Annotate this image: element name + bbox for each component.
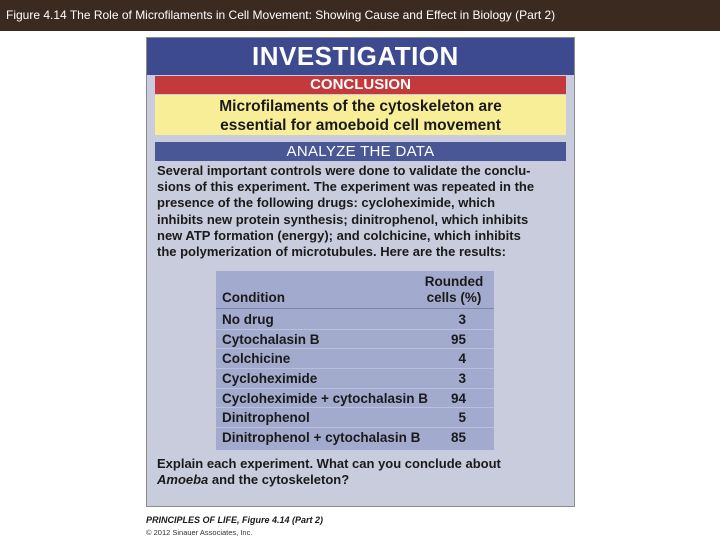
conclusion-line: Microfilaments of the cytoskeleton are <box>219 98 502 115</box>
paragraph-line: presence of the following drugs: cycloheximide, which <box>157 195 496 211</box>
analysis-paragraph <box>157 163 569 260</box>
value-cell: 3 <box>458 371 466 387</box>
copyright-notice: © 2012 Sinauer Associates, Inc. <box>146 528 253 537</box>
question-line: Explain each experiment. What can you conclude about <box>157 456 501 471</box>
figure-caption: PRINCIPLES OF LIFE, Figure 4.14 (Part 2) <box>146 515 324 525</box>
column-header-line: cells (%) <box>426 290 482 305</box>
value-cell: 94 <box>450 390 466 406</box>
question-prompt <box>157 456 569 488</box>
value-cell: 85 <box>450 430 466 446</box>
table-row <box>216 389 494 409</box>
value-cell: 3 <box>458 312 466 327</box>
results-table <box>216 271 494 450</box>
table-row <box>216 408 494 428</box>
condition-cell: Colchicine <box>222 351 291 367</box>
slide-title: Figure 4.14 The Role of Microfilaments in Cell Movement: Showing Cause and Effect in Biology (Part 2) <box>0 0 720 31</box>
condition-cell: Dinitrophenol + cytochalasin B <box>222 430 421 446</box>
column-header-rounded-cells <box>418 274 490 306</box>
analyze-data-header: ANALYZE THE DATA <box>155 142 566 161</box>
investigation-banner: INVESTIGATION <box>147 38 574 75</box>
header-divider <box>216 308 494 309</box>
conclusion-text <box>155 95 566 135</box>
condition-cell: Cytochalasin B <box>222 331 320 347</box>
table-row <box>216 428 494 448</box>
table-row <box>216 369 494 389</box>
condition-cell: Cycloheximide <box>222 371 318 387</box>
paragraph-line: inhibits new protein synthesis; dinitrophenol, which inhibits <box>157 211 529 227</box>
column-header-line: Rounded <box>424 274 484 289</box>
table-row <box>216 330 494 350</box>
paragraph-line: the polymerization of microtubules. Here are the results: <box>157 244 506 260</box>
value-cell: 4 <box>458 351 466 367</box>
question-italic-term: Amoeba <box>157 472 209 487</box>
question-line-rest: and the cytoskeleton? <box>208 472 350 487</box>
value-cell: 5 <box>458 410 466 426</box>
paragraph-line: Several important controls were done to validate the conclu- <box>157 163 531 178</box>
condition-cell: Dinitrophenol <box>222 410 310 426</box>
table-body <box>216 310 494 448</box>
paragraph-line: new ATP formation (energy); and colchicine, which inhibits <box>157 227 521 243</box>
conclusion-header: CONCLUSION <box>155 76 566 94</box>
question-line <box>157 472 569 488</box>
conclusion-line: essential for amoeboid cell movement <box>220 117 501 134</box>
value-cell: 95 <box>450 331 466 347</box>
investigation-figure <box>146 37 575 507</box>
table-row <box>216 349 494 369</box>
table-row <box>216 310 494 330</box>
column-header-condition: Condition <box>222 290 285 305</box>
condition-cell: No drug <box>222 312 274 327</box>
paragraph-line: sions of this experiment. The experiment was repeated in the <box>157 179 535 195</box>
condition-cell: Cycloheximide + cytochalasin B <box>222 390 428 406</box>
